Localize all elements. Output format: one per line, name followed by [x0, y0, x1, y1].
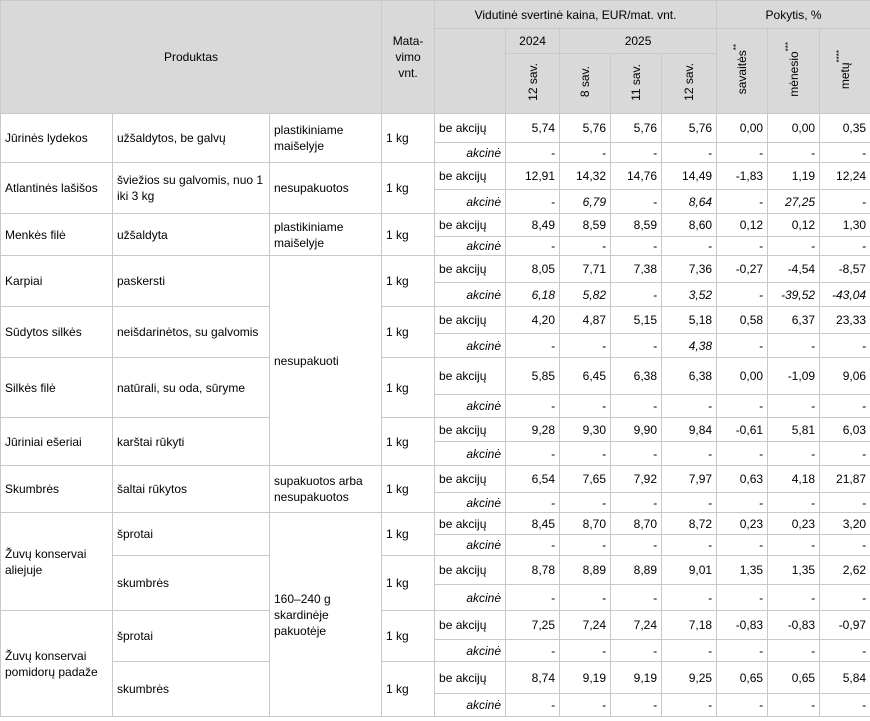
- change-value: 21,87: [820, 466, 870, 493]
- price-type-promo: akcinė: [435, 190, 506, 214]
- price-value: -: [506, 395, 560, 418]
- price-type-promo: akcinė: [435, 334, 506, 358]
- price-value: 8,70: [611, 513, 662, 535]
- change-value: -0,61: [717, 418, 768, 442]
- price-value: -: [662, 493, 717, 513]
- price-value: 5,18: [662, 307, 717, 334]
- change-value: -39,52: [768, 283, 820, 307]
- change-value: -: [717, 395, 768, 418]
- price-value: 8,72: [662, 513, 717, 535]
- product-pack: 160–240 g skardinėje pakuotėje: [270, 513, 382, 717]
- price-value: 5,85: [506, 358, 560, 395]
- product-name: Silkės filė: [1, 358, 113, 418]
- table-row: [1, 466, 870, 493]
- change-value: -: [717, 694, 768, 717]
- change-value: 0,23: [768, 513, 820, 535]
- price-value: 6,18: [506, 283, 560, 307]
- product-pack: nesupakuoti: [270, 256, 382, 466]
- product-desc: užšaldytos, be galvų: [113, 114, 270, 163]
- price-value: -: [506, 143, 560, 163]
- product-desc: šviežios su galvomis, nuo 1 iki 3 kg: [113, 163, 270, 214]
- price-value: 9,01: [662, 556, 717, 585]
- price-type-regular: be akcijų: [435, 556, 506, 585]
- change-value: -: [768, 493, 820, 513]
- price-value: 7,65: [560, 466, 611, 493]
- change-value: -43,04: [820, 283, 870, 307]
- price-value: -: [611, 442, 662, 466]
- header-week-2025-12: 12 sav.: [662, 54, 717, 114]
- change-value: 27,25: [768, 190, 820, 214]
- change-value: -: [820, 694, 870, 717]
- change-value: -: [820, 585, 870, 611]
- header-blank: [435, 29, 506, 114]
- change-value: -: [820, 640, 870, 662]
- price-value: -: [560, 694, 611, 717]
- product-desc: karštai rūkyti: [113, 418, 270, 466]
- product-unit: 1 kg: [382, 418, 435, 466]
- price-value: -: [611, 585, 662, 611]
- product-unit: 1 kg: [382, 256, 435, 307]
- header-produktas: Produktas: [1, 1, 382, 114]
- price-value: -: [662, 395, 717, 418]
- product-pack: nesupakuotos: [270, 163, 382, 214]
- header-week-2025-11: 11 sav.: [611, 54, 662, 114]
- table-row: [1, 513, 870, 535]
- price-value: 7,36: [662, 256, 717, 283]
- price-value: -: [611, 395, 662, 418]
- change-value: -: [717, 283, 768, 307]
- header-year-2025: 2025: [560, 29, 717, 54]
- price-value: -: [560, 237, 611, 256]
- change-value: 1,30: [820, 214, 870, 237]
- price-value: -: [611, 283, 662, 307]
- price-value: 5,74: [506, 114, 560, 143]
- price-type-regular: be akcijų: [435, 466, 506, 493]
- product-unit: 1 kg: [382, 358, 435, 418]
- price-type-promo: akcinė: [435, 493, 506, 513]
- header-change: Pokytis, %: [717, 1, 870, 29]
- change-value: 6,03: [820, 418, 870, 442]
- change-value: -: [717, 640, 768, 662]
- price-type-promo: akcinė: [435, 283, 506, 307]
- group-name: Žuvų konservai aliejuje: [1, 513, 113, 611]
- price-value: 8,89: [611, 556, 662, 585]
- price-value: -: [662, 237, 717, 256]
- price-type-regular: be akcijų: [435, 358, 506, 395]
- price-value: 7,24: [560, 611, 611, 640]
- price-value: 5,82: [560, 283, 611, 307]
- price-value: 7,97: [662, 466, 717, 493]
- price-value: -: [560, 640, 611, 662]
- product-unit: 1 kg: [382, 307, 435, 358]
- change-value: 0,23: [717, 513, 768, 535]
- change-value: -: [768, 143, 820, 163]
- product-name: Skumbrės: [1, 466, 113, 513]
- change-value: -: [768, 395, 820, 418]
- price-type-promo: akcinė: [435, 395, 506, 418]
- price-type-regular: be akcijų: [435, 418, 506, 442]
- change-value: 3,20: [820, 513, 870, 535]
- change-value: 4,18: [768, 466, 820, 493]
- change-value: -0,83: [768, 611, 820, 640]
- price-value: 4,87: [560, 307, 611, 334]
- price-value: -: [662, 143, 717, 163]
- change-value: -4,54: [768, 256, 820, 283]
- price-value: -: [611, 694, 662, 717]
- product-name: Karpiai: [1, 256, 113, 307]
- price-type-regular: be akcijų: [435, 611, 506, 640]
- price-type-regular: be akcijų: [435, 163, 506, 190]
- product-desc: šprotai: [113, 611, 270, 662]
- header-avg-price: Vidutinė svertinė kaina, EUR/mat. vnt.: [435, 1, 717, 29]
- price-value: 5,76: [560, 114, 611, 143]
- price-value: 14,32: [560, 163, 611, 190]
- price-value: 5,76: [611, 114, 662, 143]
- product-unit: 1 kg: [382, 163, 435, 214]
- price-value: 6,45: [560, 358, 611, 395]
- product-desc: skumbrės: [113, 662, 270, 717]
- table-row: [1, 611, 870, 640]
- change-value: 2,62: [820, 556, 870, 585]
- product-name: Jūrinės lydekos: [1, 114, 113, 163]
- header-week-2024-12: 12 sav.: [506, 54, 560, 114]
- product-desc: natūrali, su oda, sūryme: [113, 358, 270, 418]
- price-value: 4,20: [506, 307, 560, 334]
- price-value: 6,38: [662, 358, 717, 395]
- group-name: Žuvų konservai pomidorų padaže: [1, 611, 113, 717]
- price-type-regular: be akcijų: [435, 513, 506, 535]
- change-value: 0,00: [717, 114, 768, 143]
- product-pack: plastikiniame maišelyje: [270, 114, 382, 163]
- change-value: -: [768, 694, 820, 717]
- change-value: -: [717, 237, 768, 256]
- price-value: 8,45: [506, 513, 560, 535]
- product-pack: supakuotos arba nesupakuotos: [270, 466, 382, 513]
- change-value: 1,35: [717, 556, 768, 585]
- change-value: 9,06: [820, 358, 870, 395]
- price-type-promo: akcinė: [435, 640, 506, 662]
- change-value: 5,81: [768, 418, 820, 442]
- price-type-promo: akcinė: [435, 694, 506, 717]
- price-value: -: [560, 442, 611, 466]
- price-value: 7,25: [506, 611, 560, 640]
- change-value: 1,35: [768, 556, 820, 585]
- price-value: -: [611, 237, 662, 256]
- price-value: 9,25: [662, 662, 717, 694]
- change-value: -: [768, 640, 820, 662]
- change-value: -: [717, 535, 768, 556]
- price-type-regular: be akcijų: [435, 114, 506, 143]
- price-value: 3,52: [662, 283, 717, 307]
- price-value: 8,05: [506, 256, 560, 283]
- change-value: 0,12: [717, 214, 768, 237]
- price-value: 7,24: [611, 611, 662, 640]
- header-change-month: mėnesio***: [768, 29, 820, 114]
- price-value: -: [560, 143, 611, 163]
- header-week-2025-8: 8 sav.: [560, 54, 611, 114]
- price-value: 6,79: [560, 190, 611, 214]
- price-value: -: [506, 493, 560, 513]
- change-value: -: [717, 442, 768, 466]
- price-value: -: [506, 442, 560, 466]
- price-type-regular: be akcijų: [435, 214, 506, 237]
- product-unit: 1 kg: [382, 214, 435, 256]
- price-value: 8,59: [611, 214, 662, 237]
- price-value: -: [506, 694, 560, 717]
- price-value: -: [662, 535, 717, 556]
- price-value: 9,28: [506, 418, 560, 442]
- change-value: -: [717, 334, 768, 358]
- change-value: -0,83: [717, 611, 768, 640]
- product-desc: paskersti: [113, 256, 270, 307]
- change-value: -: [768, 334, 820, 358]
- product-unit: 1 kg: [382, 466, 435, 513]
- price-value: 8,59: [560, 214, 611, 237]
- price-value: 8,60: [662, 214, 717, 237]
- price-value: -: [662, 694, 717, 717]
- change-value: 0,65: [768, 662, 820, 694]
- change-value: 1,19: [768, 163, 820, 190]
- change-value: -: [768, 442, 820, 466]
- header-change-year: metų****: [820, 29, 870, 114]
- change-value: -0,97: [820, 611, 870, 640]
- product-name: Sūdytos silkės: [1, 307, 113, 358]
- price-value: 9,84: [662, 418, 717, 442]
- product-desc: šprotai: [113, 513, 270, 556]
- header-unit: Mata- vimo vnt.: [382, 1, 435, 114]
- change-value: -: [717, 143, 768, 163]
- price-value: 8,49: [506, 214, 560, 237]
- change-value: 0,65: [717, 662, 768, 694]
- price-value: -: [560, 493, 611, 513]
- price-value: -: [611, 334, 662, 358]
- price-value: -: [506, 640, 560, 662]
- price-value: 5,15: [611, 307, 662, 334]
- change-value: 23,33: [820, 307, 870, 334]
- price-value: 9,30: [560, 418, 611, 442]
- price-type-regular: be akcijų: [435, 662, 506, 694]
- price-type-regular: be akcijų: [435, 307, 506, 334]
- product-name: Jūriniai ešeriai: [1, 418, 113, 466]
- change-value: 5,84: [820, 662, 870, 694]
- price-value: 7,18: [662, 611, 717, 640]
- price-value: -: [560, 395, 611, 418]
- change-value: 6,37: [768, 307, 820, 334]
- price-value: -: [506, 237, 560, 256]
- change-value: -8,57: [820, 256, 870, 283]
- table-row: [1, 662, 870, 694]
- change-value: -: [820, 493, 870, 513]
- change-value: -: [768, 585, 820, 611]
- price-value: 5,76: [662, 114, 717, 143]
- change-value: 0,00: [717, 358, 768, 395]
- price-value: -: [611, 143, 662, 163]
- table-row: [1, 556, 870, 585]
- change-value: 0,35: [820, 114, 870, 143]
- change-value: -: [820, 442, 870, 466]
- change-value: -: [820, 237, 870, 256]
- price-value: -: [611, 190, 662, 214]
- change-value: 0,12: [768, 214, 820, 237]
- table-row: [1, 358, 870, 395]
- price-value: 4,38: [662, 334, 717, 358]
- product-unit: 1 kg: [382, 114, 435, 163]
- product-unit: 1 kg: [382, 662, 435, 717]
- price-value: -: [560, 585, 611, 611]
- table-row: [1, 256, 870, 283]
- price-type-promo: akcinė: [435, 237, 506, 256]
- change-value: -: [768, 237, 820, 256]
- price-value: -: [611, 493, 662, 513]
- product-unit: 1 kg: [382, 556, 435, 611]
- change-value: 0,63: [717, 466, 768, 493]
- change-value: -: [820, 395, 870, 418]
- price-value: 7,92: [611, 466, 662, 493]
- price-value: -: [560, 334, 611, 358]
- table-row: [1, 307, 870, 334]
- price-value: -: [506, 585, 560, 611]
- table-row: [1, 214, 870, 237]
- price-type-regular: be akcijų: [435, 256, 506, 283]
- product-unit: 1 kg: [382, 513, 435, 556]
- price-type-promo: akcinė: [435, 535, 506, 556]
- price-value: 9,90: [611, 418, 662, 442]
- price-value: -: [560, 535, 611, 556]
- table-row: [1, 114, 870, 143]
- change-value: 12,24: [820, 163, 870, 190]
- price-value: -: [611, 640, 662, 662]
- product-name: Atlantinės lašišos: [1, 163, 113, 214]
- change-value: -: [717, 585, 768, 611]
- price-value: 7,71: [560, 256, 611, 283]
- price-value: 8,89: [560, 556, 611, 585]
- header-change-week: savaitės**: [717, 29, 768, 114]
- table-row: [1, 163, 870, 190]
- product-pack: plastikiniame maišelyje: [270, 214, 382, 256]
- price-value: 9,19: [560, 662, 611, 694]
- price-value: -: [662, 442, 717, 466]
- change-value: 0,00: [768, 114, 820, 143]
- change-value: 0,58: [717, 307, 768, 334]
- change-value: -: [820, 535, 870, 556]
- price-value: 6,38: [611, 358, 662, 395]
- price-value: -: [506, 190, 560, 214]
- header-year-2024: 2024: [506, 29, 560, 54]
- change-value: -: [717, 493, 768, 513]
- product-desc: šaltai rūkytos: [113, 466, 270, 513]
- price-value: 8,78: [506, 556, 560, 585]
- price-value: 8,74: [506, 662, 560, 694]
- product-desc: skumbrės: [113, 556, 270, 611]
- price-type-promo: akcinė: [435, 585, 506, 611]
- product-desc: neišdarinėtos, su galvomis: [113, 307, 270, 358]
- price-value: 14,76: [611, 163, 662, 190]
- price-value: -: [662, 585, 717, 611]
- price-value: -: [662, 640, 717, 662]
- price-value: 8,64: [662, 190, 717, 214]
- price-value: 8,70: [560, 513, 611, 535]
- change-value: -1,83: [717, 163, 768, 190]
- change-value: -: [768, 535, 820, 556]
- price-value: -: [506, 334, 560, 358]
- table-row: [1, 418, 870, 442]
- change-value: -0,27: [717, 256, 768, 283]
- price-value: 14,49: [662, 163, 717, 190]
- change-value: -: [717, 190, 768, 214]
- product-desc: užšaldyta: [113, 214, 270, 256]
- price-value: -: [506, 535, 560, 556]
- product-unit: 1 kg: [382, 611, 435, 662]
- price-type-promo: akcinė: [435, 143, 506, 163]
- change-value: -: [820, 334, 870, 358]
- change-value: -: [820, 143, 870, 163]
- price-value: 7,38: [611, 256, 662, 283]
- price-value: 12,91: [506, 163, 560, 190]
- price-value: 6,54: [506, 466, 560, 493]
- product-name: Menkės filė: [1, 214, 113, 256]
- change-value: -: [820, 190, 870, 214]
- price-type-promo: akcinė: [435, 442, 506, 466]
- change-value: -1,09: [768, 358, 820, 395]
- price-value: -: [611, 535, 662, 556]
- price-value: 9,19: [611, 662, 662, 694]
